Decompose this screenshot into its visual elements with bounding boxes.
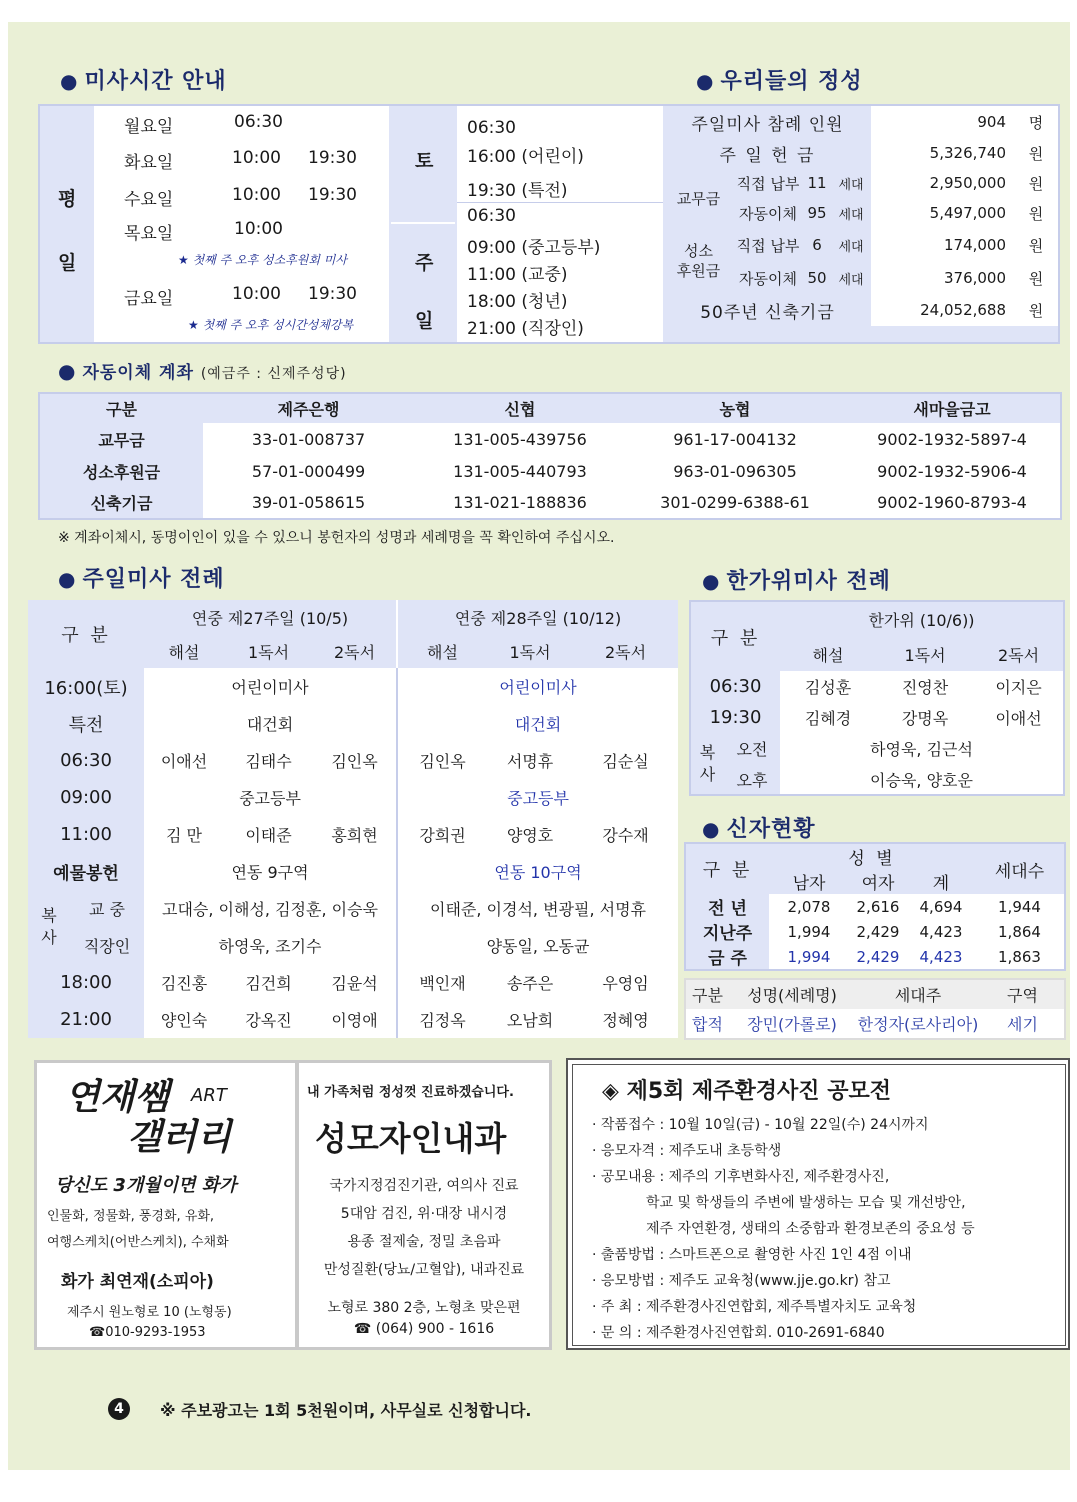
believers-table: 구 분 성 별 세대수 남자 여자 계 전 년 2,078 2,616 4,694 1,944 지난주 1,994 2,429 4,423 1,864 금 주 1,994 2,429 4,423 1,863	[684, 842, 1066, 971]
mass-times-panel	[38, 104, 1060, 344]
gallery-ad: 연재쌤 ART 갤러리 당신도 3개월이면 화가 인물화, 정물화, 풍경화, 유화, 여행스케치(어반스케치), 수채화 화가 최연재(소피아) 제주시 원노형로 10 (노형동) ☎010-9293-1953	[34, 1060, 298, 1350]
accounts-heading: ● 자동이체 계좌 (예금주 : 신제주성당)	[58, 359, 347, 383]
believers-heading: ● 신자현황	[702, 817, 816, 842]
weekday-schedule: 월요일 06:30 화요일 10:00 19:30 수요일 10:00 19:30 목요일 10:00 ★ 첫째 주 오후 성소후원회 미사 금요일 10:00 19:30 ★ 첫째 주 오후 성시간성체강복	[94, 106, 389, 342]
artist-name: 화가 최연재(소피아)	[61, 1272, 214, 1292]
accounts-notice: ※ 계좌이체시, 동명이인이 있을 수 있으니 봉헌자의 성명과 세례명을 꼭 확인하여 주십시오.	[58, 530, 615, 546]
sunday-liturgy-table: 구 분 연중 제27주일 (10/5) 연중 제28주일 (10/12) 해설 1독서 2독서 해설 1독서 2독서 16:00(토) 어린이미사 어린이미사 특전 대건회 대건회 06:30 이애선 김태수 김인옥 김인옥 서명휴 김순실 09:00 중고등부 중고등부 11:00 김 만 이태준 홍희현 강희권 양영호 강수재 예물봉헌 연동 9구역 연동 10구역 복 사 교 중 고대승, 이해성, 김정훈, 이승욱 이태준, 이경석, 변광필, 서명휴 직장인 하영욱, 조기수 양동일, 오동균 18:00 김진홍 김건희 김윤석 백인재 송주은 우영임 21:00 양인숙 강옥진 이영애 김정옥 오남희 정혜영	[28, 600, 678, 1038]
contest-title: ◈ 제5회 제주환경사진 공모전	[602, 1079, 891, 1104]
mass-times-heading: ● 미사시간 안내	[60, 69, 227, 94]
photo-contest-box: ◈ 제5회 제주환경사진 공모전 · 작품접수 : 10월 10일(금) - 10월 22일(수) 24시까지 · 응모자격 : 제주도내 초등학생 · 공모내용 : 제주의 기후변화사진, 제주환경사진, 학교 및 학생들의 주변에 발생하는 모습 및 개선방안, 제주 자연환경, 생태의 소중함과 환경보존의 중요성 등 · 출품방법 : 스마트폰으로 촬영한 사진 1인 4점 이내 · 응모방법 : 제주도 교육청(www.jje.go.kr) 참고 · 주 최 : 제주환경사진연합회, 제주특별자치도 교육청 · 문 의 : 제주환경사진연합회. 010-2691-6840	[566, 1058, 1070, 1350]
weekday-label: 평 일	[58, 188, 77, 274]
sunday-liturgy-heading: ● 주일미사 전례	[58, 567, 225, 592]
page-number: 4	[108, 1398, 130, 1420]
chuseok-table: 구 분 한가위 (10/6)) 해설 1독서 2독서 06:30 김성훈 진영찬 이지은 19:30 김혜경 강명옥 이애선 복 사 오전 하영욱, 김근석 오후 이승욱, 양호운	[689, 600, 1065, 796]
gallery-name-2: 갤러리	[127, 1117, 232, 1158]
gallery-slogan: 당신도 3개월이면 화가	[55, 1175, 237, 1196]
first-week-note: ★ 첫째 주 오후 성소후원회 미사	[178, 253, 347, 267]
marriage-table: 구분 성명(세례명) 세대주 구역 합적 장민(가롤로) 한정자(로사리아) 세기	[684, 978, 1066, 1040]
offerings-table: 주일미사 참례 인원 904 명 주 일 헌 금 5,326,740 원 교무금 직접 납부 11 세대 2,950,000 원 자동이체 95 세대 5,497,000 원 성소 후원금 직접 납부 6 세대 174,000 원 자동이체 50 세대 376,000 원 50주년 신축기금 24,052,688 원	[664, 106, 1058, 326]
accounts-table: 구분 제주은행 신협 농협 새마을금고 교무금 33-01-008737 131-005-439756 961-17-004132 9002-1932-5897-4 성소후원금 57-01-000499 131-005-440793 963-01-096305 9002-1932-5906-4 신축기금 39-01-058615 131-021-188836 301-0299-6388-61 9002-1960-8793-4	[38, 392, 1062, 520]
first-week-note: ★ 첫째 주 오후 성시간성체강복	[188, 318, 354, 332]
clinic-phone: ☎ (064) 900 - 1616	[353, 1321, 495, 1337]
weekend-schedule: 06:30 16:00 (어린이) 19:30 (특전) 06:30 09:00 (중고등부) 11:00 (교중) 18:00 (청년) 21:00 (직장인)	[457, 106, 663, 342]
bulletin-page	[8, 22, 1070, 1470]
gallery-phone: ☎010-9293-1953	[89, 1325, 206, 1340]
clinic-ad: 내 가족처럼 정성껏 진료하겠습니다. 성모자인내과 국가지정검진기관, 여의사 진료 5대암 검진, 위·대장 내시경 용종 절제술, 정밀 초음파 만성질환(당뇨/고혈압), 내과진료 노형로 380 2층, 노형초 맞은편 ☎ (064) 900 - 1616	[296, 1060, 552, 1350]
chuseok-heading: ● 한가위미사 전례	[702, 569, 891, 594]
offerings-heading: ● 우리들의 정성	[696, 69, 863, 94]
ad-notice: ※ 주보광고는 1회 5천원이며, 사무실로 신청합니다.	[160, 1401, 532, 1420]
weekend-labels: 토 주 일	[391, 106, 455, 342]
clinic-name: 성모자인내과	[315, 1119, 507, 1158]
gallery-name: 연재쌤	[65, 1077, 170, 1118]
